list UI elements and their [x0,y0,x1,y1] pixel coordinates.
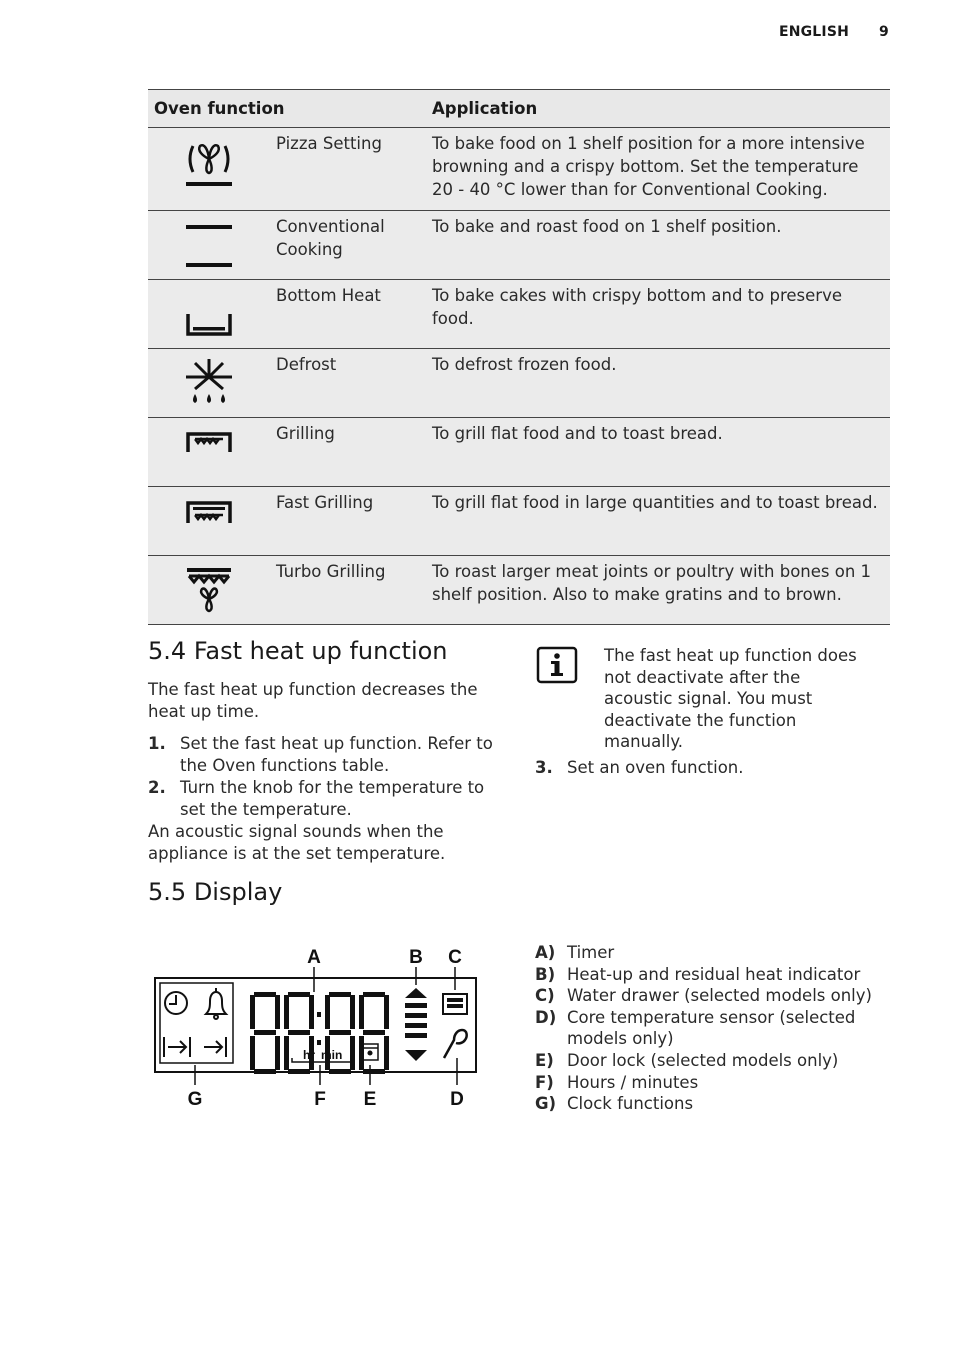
function-application: To bake food on 1 shelf position for a more intensive browning and a crispy bottom. Set the temperature 20 - 40 °C lower than for Conventional Cooking. [426,128,890,211]
core-temperature-sensor-icon [444,1030,467,1058]
info-icon [536,646,578,686]
turbo-grilling-icon [148,556,270,625]
steps-list [148,733,510,821]
legend-key: F) [535,1072,554,1092]
oven-functions-table [148,89,890,625]
function-name: Bottom Heat [270,280,426,349]
function-application: To grill flat food in large quantities and to toast bread. [426,487,890,556]
table-header-row [148,90,890,128]
legend-key: A) [535,943,556,962]
function-application: To roast larger meat joints or poultry with bones on 1 shelf position. Also to make gratins and to brown. [426,556,890,625]
legend-text: Hours / minutes [567,1072,699,1092]
intro-text: The fast heat up function decreases the heat up time. [148,680,478,721]
section-number: 5.4 [148,637,187,665]
display-frame [155,978,476,1072]
step-number: 2. [148,778,166,797]
bottom-heat-icon [148,280,270,349]
step-text: Turn the knob for the temperature to set the temperature. [180,778,485,819]
legend-key: C) [535,986,555,1006]
function-name: Conventional Cooking [270,211,426,280]
info-note: The fast heat up function does not deactivate after the acoustic signal. You must deactivate the function manually. [604,646,857,751]
page-header [779,24,889,40]
legend-key: G) [535,1094,557,1114]
legend-key: E) [535,1050,554,1070]
conventional-cooking-icon [148,211,270,280]
callout-g: G [187,1089,203,1110]
section-54-heading [148,637,448,665]
list-item [535,1050,875,1072]
minutes-label: min [321,1048,343,1062]
list-item [535,1007,875,1050]
clock-icon [165,992,187,1014]
function-application: To grill flat food and to toast bread. [426,418,890,487]
pizza-setting-icon [148,128,270,211]
table-row [148,349,890,418]
section-55-heading [148,878,282,906]
legend-key: B) [535,964,556,984]
section-title: Display [193,878,283,906]
list-item [535,942,875,964]
grilling-icon [148,418,270,487]
table-row [148,280,890,349]
function-name: Fast Grilling [270,487,426,556]
function-application: To bake and roast food on 1 shelf position. [426,211,890,280]
callout-c: C [448,947,462,968]
table-row [148,418,890,487]
legend-key: D) [535,1007,557,1027]
step-number: 1. [148,734,166,753]
door-lock-icon [362,1044,378,1060]
step-number: 3. [535,758,553,777]
clock-functions-frame [160,983,233,1063]
header-oven-function: Oven function [148,90,426,128]
steps-list [535,757,885,779]
legend-text: Clock functions [567,1094,694,1114]
legend-text: Water drawer (selected models only) [567,986,872,1006]
section-54-left-column [148,679,510,865]
function-name: Defrost [270,349,426,418]
section-title: Fast heat up function [193,637,448,665]
function-application: To bake cakes with crispy bottom and to preserve food. [426,280,890,349]
table-row [148,487,890,556]
header-application: Application [426,90,890,128]
list-item [535,1072,875,1094]
duration-icon [164,1037,190,1057]
list-item [535,964,875,986]
callout-a: A [307,947,321,968]
hours-minutes-bracket [292,1048,351,1062]
legend-text: Heat-up and residual heat indicator [567,964,861,984]
callout-d: D [450,1089,464,1110]
display-legend [535,942,875,1115]
water-drawer-icon [443,994,467,1014]
bell-icon [206,988,226,1019]
page-number: 9 [879,24,889,40]
list-item [535,1093,875,1115]
heat-up-indicator [405,988,427,1061]
function-name: Turbo Grilling [270,556,426,625]
callout-b: B [409,947,423,968]
step-3 [535,757,885,779]
hours-label: hr [303,1048,315,1062]
defrost-icon [148,349,270,418]
step-text: Set an oven function. [567,758,744,777]
display-diagram [148,940,488,1115]
list-item [535,757,885,779]
list-item [535,985,875,1007]
function-name: Grilling [270,418,426,487]
fast-grilling-icon [148,487,270,556]
legend-text: Core temperature sensor (selected models only) [567,1007,856,1049]
step-text: Set the fast heat up function. Refer to the Oven functions table. [180,734,493,775]
function-application: To defrost frozen food. [426,349,890,418]
table-row [148,556,890,625]
table-row [148,211,890,280]
legend-text: Door lock (selected models only) [567,1050,839,1070]
section-number: 5.5 [148,878,187,906]
list-item [148,777,510,821]
end-time-icon [204,1037,226,1057]
table-row [148,128,890,211]
legend-text: Timer [567,943,615,962]
after-steps-text: An acoustic signal sounds when the appliance is at the set temperature. [148,822,446,863]
language-label: ENGLISH [778,24,850,40]
list-item [148,733,510,777]
callout-e: E [363,1089,377,1110]
function-name: Pizza Setting [270,128,426,211]
callout-f: F [314,1089,326,1110]
